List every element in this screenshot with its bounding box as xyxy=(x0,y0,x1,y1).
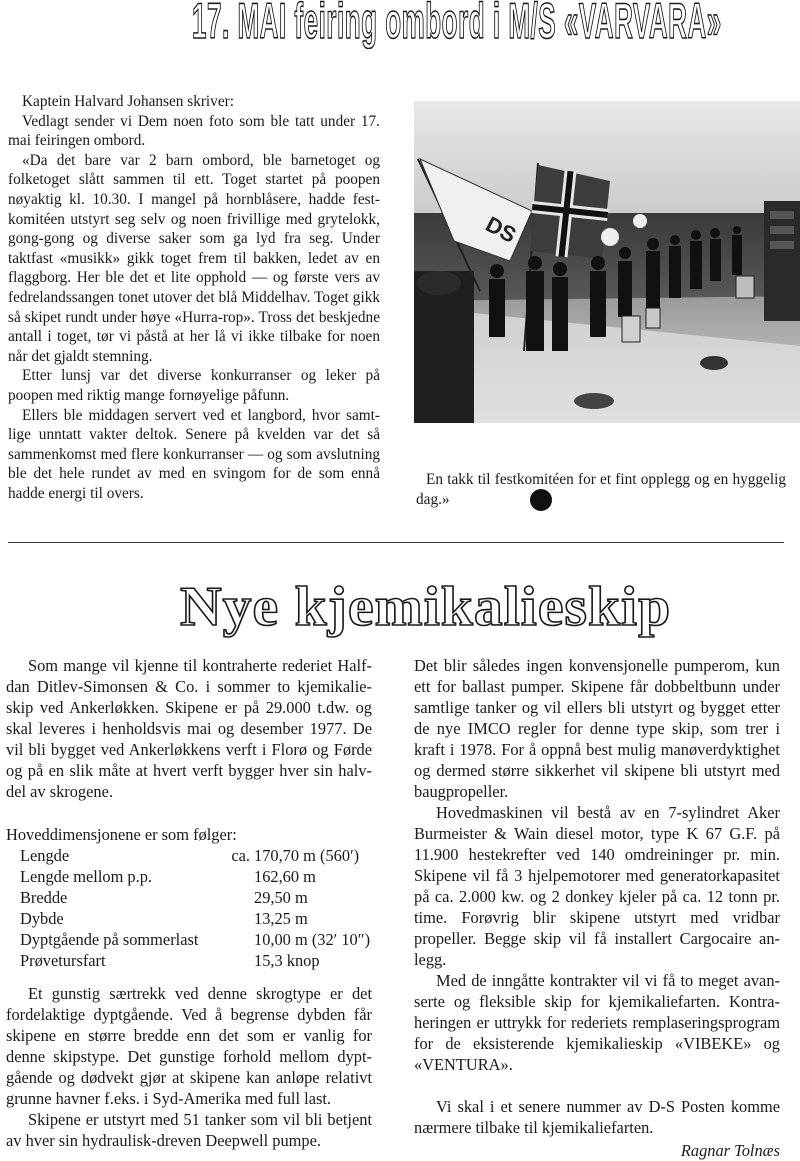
dimension-prefix xyxy=(210,887,254,908)
lead-paragraph: «Da det bare var 2 barn ombord, ble barnetoget og folketoget slått sammen til ett. Toget startet på poopen nøyaktig kl. 10.30. I mangel på hornblåsere, hadde festkomitéen utstyrt seg selv og noen frivillige med grytelokk, gong-gong og diverse saker som ga lyd fra seg. Under taktfast «musikk» gikk toget frem til bakken, ledet av en flaggborg. Her ble det et lite opphold — og første vers av fedrelandssangen tonet utover det blå Middelhav. Toget gikk så skipet rundt under høye «Hurra-rop». Tross det beskjedne antall i toget, tør vi påstå at her lå vi ikke tilbake for noen når det gjaldt stemning. xyxy=(8,151,380,365)
dimension-prefix xyxy=(210,908,254,929)
dimensions-table xyxy=(6,845,372,971)
dimension-name: Lengde xyxy=(20,846,70,865)
table-row xyxy=(6,908,372,929)
dimension-name: Prøvetursfart xyxy=(20,951,106,970)
dimension-name: Bredde xyxy=(20,888,68,907)
table-row xyxy=(6,845,372,866)
dimension-prefix xyxy=(210,950,254,971)
paragraph-spacer xyxy=(414,1075,780,1096)
article-title xyxy=(180,578,795,638)
header-title-text: 17. MAI feiring ombord i M/S «VARVARA» xyxy=(192,0,722,49)
lead-article xyxy=(8,92,380,503)
svg-text:DS: DS xyxy=(481,211,521,248)
dimensions-heading: Hoveddimensjonene er som følger: xyxy=(6,825,237,844)
article-paragraph: Et gunstig særtrekk ved denne skrogtype er det fordelaktige dyptgående. Ved å begrense dybden får skipene en større bredde enn det som er vanlig for denne skipstype. Det gunstige forhold mellom dyptgående og dødvekt gjør at skipene kan anløpe relativt grunne havner f.eks. i Syd-Amerika med full last. xyxy=(6,984,372,1108)
lead-paragraph: Ellers ble middagen servert ved et langbord, hvor samtlige unntatt vakter deltok. Senere på kvelden var det så sammenkomst med flere konkurranser — og som avslutning ble det hele rundet av med en svingom for de som ennå hadde energi til overs. xyxy=(8,406,380,502)
article-paragraph: Med de inngåtte kontrakter vil vi få to meget avanserte og fleksible skip for kjemikaliefarten. Kontraheringen er uttrykk for rederiets remplaseringsprogram for de eksisterende kjemikalieskip «VIBEKE» og «VENTURA». xyxy=(414,971,780,1074)
article-title-text: Nye kjemikalieskip xyxy=(180,576,672,638)
article-paragraph: Det blir således ingen konvensjonelle pumperom, kun ett for ballast pumper. Skipene får dobbeltbunn under samtlige tanker og vil ellers bli utstyrt og bygget etter de nye IMCO regler for denne type skip, som trer i kraft i 1978. For å oppnå best mulig manøverdyktighet og dermed større sikkerhet vil skipene bli utstyrt med baugpropeller. xyxy=(414,656,780,801)
lead-paragraph: Etter lunsj var det diverse konkurranser og leker på poopen med riktig mange fornøyelige påfunn. xyxy=(8,367,380,404)
table-row xyxy=(6,866,372,887)
dimension-value: 162,60 m xyxy=(254,867,316,886)
dimension-prefix: ca. xyxy=(231,846,250,865)
photo-caption: En takk til festkomitéen for et fint opplegg og en hyggelig dag.» xyxy=(416,471,786,508)
article-paragraph: Vi skal i et senere nummer av D-S Posten komme nærmere tilbake til kjemikaliefarten. xyxy=(414,1097,780,1137)
dimension-value: 10,00 m (32′ 10″) xyxy=(254,930,371,949)
lead-paragraph: Kaptein Halvard Johansen skriver: xyxy=(22,93,234,110)
table-row xyxy=(6,950,372,971)
table-row xyxy=(6,929,372,950)
lead-paragraph: Vedlagt sender vi Dem noen foto som ble tatt under 17. mai feiringen ombord. xyxy=(8,112,380,150)
dimension-value: 13,25 m xyxy=(254,909,308,928)
dimension-value: 29,50 m xyxy=(254,888,308,907)
dimension-prefix xyxy=(210,929,254,950)
dimension-name: Lengde mellom p.p. xyxy=(20,867,153,886)
deck-parade-photo xyxy=(414,101,800,423)
article-column-left xyxy=(6,655,372,1151)
article-paragraph: Som mange vil kjenne til kontraherte rederiet Halfdan Ditlev-Simonsen & Co. i sommer to kjemikalieskip ved Ankerløkken. Skipene er på 29.000 t.dw. og skal leveres i henholdsvis mai og desember 1977. De vil bli bygget ved Ankerløkkens verft i Florø og Førde og på en slik måte at hvert verft bygger hver sin halvdel av skrogene. xyxy=(6,656,372,801)
dimension-prefix xyxy=(210,866,254,887)
article-paragraph: Skipene er utstyrt med 51 tanker som vil bli betjent av hver sin hydraulisk-dreven Deepwell pumpe. xyxy=(6,1110,372,1150)
article-paragraph: Hovedmaskinen vil bestå av en 7-sylindret Aker Burmeister & Wain diesel motor, type K 67 G.F. på 11.900 hestekrefter ved 140 omdreininger pr. min. Skipene vil få 3 hjelpemotorer med generatorkapasitet på ca. 2.000 kw. og 2 donkey kjeler på ca. 12 tonn pr. time. Forøvrig blir skipene utstyrt med vridbar propeller. Begge skip vil få installert Cargocaire anlegg. xyxy=(414,803,780,969)
photo-illustration xyxy=(414,101,800,423)
dimension-value: 170,70 m (560′) xyxy=(254,846,360,865)
dimension-value: 15,3 knop xyxy=(254,951,320,970)
dimension-name: Dyptgående på sommerlast xyxy=(20,930,199,949)
table-row xyxy=(6,887,372,908)
section-divider xyxy=(8,542,784,543)
page-header-title xyxy=(0,0,800,52)
article-column-right xyxy=(414,655,780,1161)
end-of-article-bullet xyxy=(530,489,552,511)
dimension-name: Dybde xyxy=(20,909,64,928)
article-author: Ragnar Tolnæs xyxy=(680,1141,780,1160)
